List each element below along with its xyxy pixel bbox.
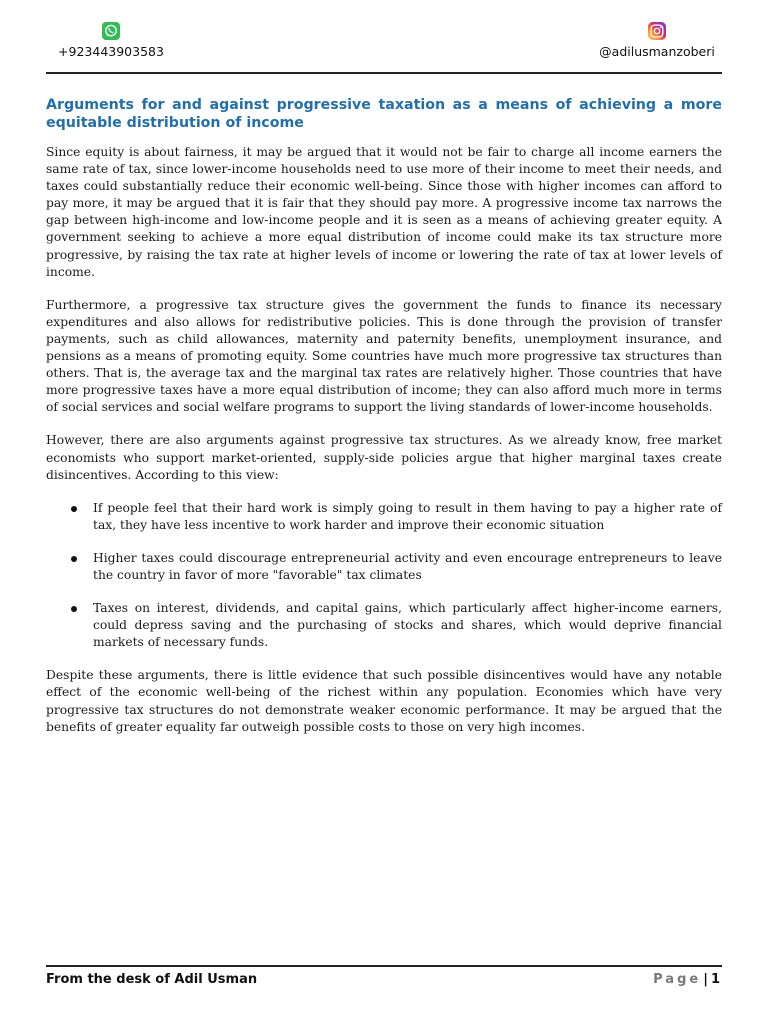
instagram-contact: [592, 22, 722, 59]
bullet-list: [46, 500, 722, 652]
page-number: 1: [710, 972, 720, 987]
footer-desk-credit: From the desk of Adil Usman: [46, 972, 258, 987]
header-divider: [46, 72, 722, 74]
bullet-item-1: [46, 500, 722, 534]
paragraph-2: Furthermore, a progressive tax structure gives the government the funds to finance its necessary expenditures and also allows for redistributive policies. This is done through the provision of transfer payments, such as child allowances, maternity and paternity benefits, unemployment insurance, and pensions as a means of promoting equity. Some countries have much more progressive tax structures than others. That is, the average tax and the marginal tax rates are relatively higher. Those countries that have more progressive taxes have a more equal distribution of income; they can also afford much more in terms of social services and social welfare programs to support the living standards of lower-income households.: [46, 297, 722, 415]
bullet-text-3: Taxes on interest, dividends, and capital gains, which particularly affect higher-income earners, could depress saving and the purchasing of stocks and shares, which would deprive financial markets of necessary funds.: [93, 601, 722, 650]
page-label: Page: [653, 972, 702, 987]
bullet-dot-icon: [71, 556, 77, 562]
page-indicator: [653, 972, 720, 987]
page-separator: |: [703, 972, 708, 987]
phone-number: +923443903583: [58, 44, 164, 59]
instagram-handle: @adilusmanzoberi: [599, 44, 715, 59]
bullet-dot-icon: [71, 506, 77, 512]
bullet-item-3: [46, 600, 722, 651]
bullet-dot-icon: [71, 606, 77, 612]
paragraph-1: Since equity is about fairness, it may be argued that it would not be fair to charge all income earners the same rate of tax, since lower-income households need to use more of their income to meet their needs, and taxes could substantially reduce their economic well-being. Since those with higher incomes can afford to pay more, it may be argued that it is fair that they should pay more. A progressive income tax narrows the gap between high-income and low-income people and it is seen as a means of achieving greater equity. A government seeking to achieve a more equal distribution of income could make its tax structure more progressive, by raising the tax rate at higher levels of income or lowering the rate of tax at lower levels of income.: [46, 145, 722, 279]
article-body: [46, 96, 722, 752]
instagram-icon[interactable]: [648, 22, 666, 40]
page-footer: [46, 972, 720, 992]
article-title: Arguments for and against progressive taxation as a means of achieving a more equitable distribution of income: [46, 97, 722, 131]
bullet-text-1: If people feel that their hard work is simply going to result in them having to pay a higher rate of tax, they have less incentive to work harder and improve their economic situation: [93, 500, 722, 532]
bullet-item-2: [46, 550, 722, 584]
whatsapp-icon[interactable]: [102, 22, 120, 40]
bullet-text-2: Higher taxes could discourage entrepreneurial activity and even encourage entrepreneurs to leave the country in favor of more "favorable" tax climates: [93, 550, 722, 582]
phone-contact: [56, 22, 166, 59]
footer-divider: [46, 965, 722, 967]
page-header: [0, 0, 768, 76]
paragraph-3: However, there are also arguments against progressive tax structures. As we already know, free market economists who support market-oriented, supply-side policies argue that higher marginal taxes create disincentives. According to this view:: [46, 433, 722, 482]
paragraph-4: Despite these arguments, there is little evidence that such possible disincentives would have any notable effect of the economic well-being of the richest within any population. Economies which have very progressive tax structures do not demonstrate weaker economic performance. It may be argued that the benefits of greater equality far outweigh possible costs to those on very high incomes.: [46, 668, 722, 734]
